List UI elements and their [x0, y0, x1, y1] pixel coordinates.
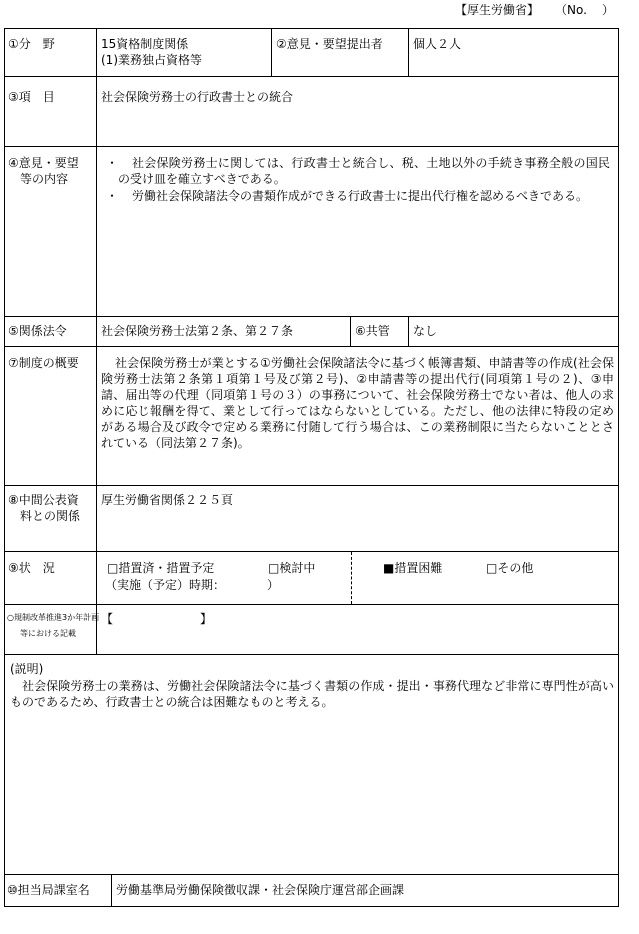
- related-law-value: 社会保険労務士法第２条、第２７条: [101, 324, 294, 338]
- explanation-heading: (説明): [10, 662, 44, 676]
- interim-value: 厚生労働省関係２２５頁: [101, 493, 234, 507]
- department-label: ⑩担当局課室名: [7, 883, 90, 897]
- request-item-1: 社会保険労務士に関しては、行政書士と統合し、税、土地以外の手続き事務全般の国民の受け皿を確立すべきである。: [118, 156, 610, 186]
- interim-label-line1: ⑧中間公表資: [8, 493, 79, 507]
- item-label: ③項 目: [8, 90, 55, 104]
- system-outline-label: ⑦制度の概要: [8, 356, 79, 370]
- status-option-implemented: □措置済・措置予定: [107, 561, 215, 575]
- plan-bracket-close: 】: [200, 612, 213, 626]
- field-value-line1: 15資格制度関係: [101, 37, 189, 51]
- number-close: ）: [602, 3, 615, 17]
- status-option-implemented-timing: （実施（予定）時期： ）: [105, 578, 280, 592]
- plan-bracket-open: 【: [101, 612, 114, 626]
- status-option-under-review: □検討中: [268, 561, 316, 575]
- request-label-line1: ④意見・要望: [8, 156, 79, 170]
- department-value: 労働基準局労働保険徴収課・社会保険庁運営部企画課: [116, 883, 405, 897]
- joint-label: ⑥共管: [355, 324, 390, 338]
- bullet-1: ・: [106, 156, 119, 170]
- field-value-line2: (1)業務独占資格等: [101, 53, 202, 67]
- related-law-label: ⑤関係法令: [8, 324, 67, 338]
- bullet-2: ・: [106, 189, 119, 203]
- plan-label-line2: 等における記載: [20, 629, 76, 638]
- submitter-label: ②意見・要望提出者: [276, 37, 383, 51]
- explanation-text: 社会保険労務士の業務は、労働社会保険諸法令に基づく書類の作成・提出・事務代理など非常に専門性が高いものであるため、行政書士との統合は困難なものと考える。: [10, 679, 614, 709]
- plan-label-line1: ○規制改革推進3か年計画: [7, 613, 100, 622]
- status-label: ⑨状 況: [8, 561, 55, 575]
- request-label-line2: 等の内容: [20, 172, 69, 186]
- ministry-header: 【厚生労働省】: [455, 3, 540, 17]
- number-label: （No.: [555, 3, 587, 17]
- submitter-value: 個人２人: [413, 37, 462, 51]
- request-item-2: 労働社会保険諸法令の書類作成ができる行政書士に提出代行権を認めるべきである。: [132, 189, 589, 203]
- item-value: 社会保険労務士の行政書士との統合: [101, 90, 294, 104]
- status-option-difficult: ■措置困難: [383, 561, 443, 575]
- system-outline-text: 社会保険労務士が業とする①労働社会保険諸法令に基づく帳簿書類、申請書等の作成(社会保険労務士法第２条第１項第１号及び第２号)、②申請書等の提出代行(同項第１号の２)、③申請、届出等の代理（同項第１号の３）の事務について、社会保険労務士でない者は、他人の求めに応じ報酬を得て、業として行ってはならないとしている。ただし、他の法律に特段の定めがある場合及び政令で定める業務に付随して行う場合は、この業務制限に当たらないこととされている（同法第２７条)。: [101, 356, 614, 450]
- interim-label-line2: 料との関係: [20, 509, 81, 523]
- field-label: ①分 野: [8, 37, 55, 51]
- joint-value: なし: [413, 324, 438, 338]
- status-option-other: □その他: [486, 561, 534, 575]
